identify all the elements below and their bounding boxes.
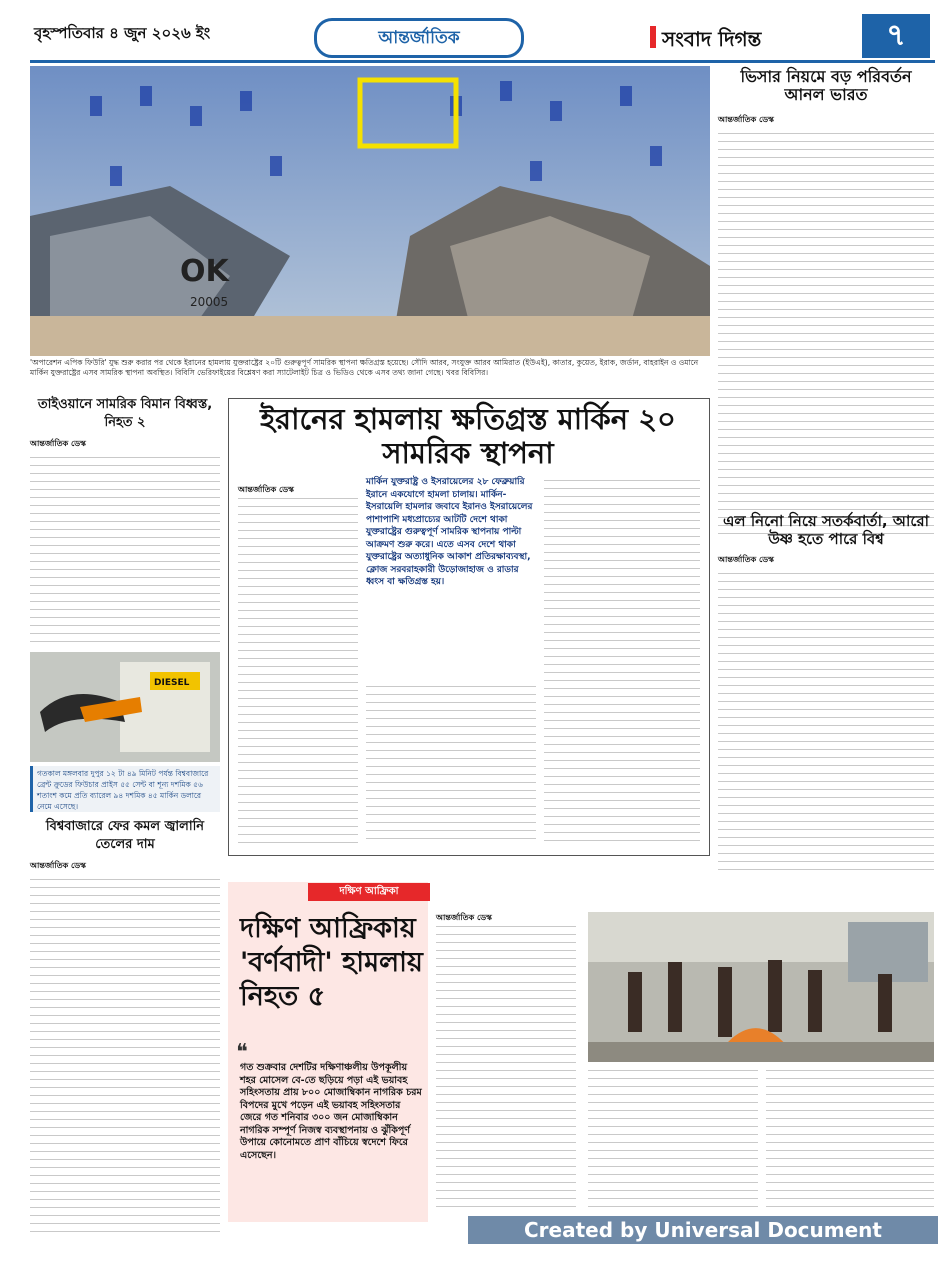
visa-body [718,131,934,537]
issue-date: বৃহস্পতিবার ৪ জুন ২০২৬ ইং [34,24,211,42]
main-photo [30,66,710,356]
lead-desk: আন্তর্জাতিক ডেস্ক [238,485,294,494]
elnino-body [718,571,934,871]
elnino-article [718,512,934,871]
taiwan-headline: তাইওয়ানে সামরিক বিমান বিধ্বস্ত, নিহত ২ [37,397,213,430]
visa-article [718,68,934,537]
diesel-label: DIESEL [154,678,190,688]
south-africa-body-col3 [766,1068,934,1214]
lead-body-col3 [544,478,700,846]
plane-marking-ok: OK [180,254,229,289]
south-africa-body-col1 [436,924,576,1214]
taiwan-article [30,396,220,643]
south-africa-headline: দক্ষিণ আফ্রিকায় 'বর্ণবাদী' হামলায় নিহত ৫ [240,913,423,1012]
plane-marking-number: 20005 [190,295,229,309]
oil-caption: গতকাল মঙ্গলবার দুপুর ১২ টা ৪৯ মিনিট পর্যন্ত বিশ্ববাজারে ব্রেন্ট ক্রুডের ফিউচার প্রাইস ৫৫ সেন্ট বা শূন্য দশমিক ৫৬ শতাংশ কমে প্রতি ব্যারেল ৯৪ দশমিক ৪৫ মার্কিন ডলারে নেমে এসেছে। [30,766,220,812]
south-africa-body-col2 [588,1068,758,1214]
newspaper-logo [650,20,848,54]
fuel-pump-photo [30,652,220,762]
visa-headline: ভিসার নিয়মে বড় পরিবর্তন আনল ভারত [740,67,912,104]
lead-pullquote: মার্কিন যুক্তরাষ্ট্র ও ইসরায়েলের ২৮ ফেব্রুয়ারি ইরানে একযোগে হামলা চালায়। মার্কিন-ইসরায়েলি হামলার জবাবে ইরানও ইসরায়েলের পাশাপাশি মধ্যপ্রাচ্যের আটটি দেশে থাকা যুক্তরাষ্ট্রের গুরুত্বপূর্ণ সামরিক স্থাপনায় পাল্টা আক্রমণ শুরু করে। এতে এসব দেশে থাকা যুক্তরাষ্ট্রের অত্যাধুনিক আকাশ প্রতিরক্ষাব্যবস্থা, ক্লোজ সরবরাহকারী উড়োজাহাজ ও রাডার ধ্বংস বা ক্ষতিগ্রস্ত হয়। [366,477,533,587]
section-title: আন্তর্জাতিক [314,18,524,58]
oil-body [30,877,220,1233]
oil-article [30,818,220,1233]
logo-text: সংবাদ দিগন্ত [662,27,762,51]
elnino-desk: আন্তর্জাতিক ডেস্ক [718,555,774,564]
visa-desk: আন্তর্জাতিক ডেস্ক [718,115,774,124]
south-africa-quote: গত শুক্রবার দেশটির দক্ষিণাঞ্চলীয় উপকূলীয় শহর মোসেল বে-তে ছড়িয়ে পড়া এই ভয়াবহ সহিংসতায় প্রায় ৮০০ মোজাম্বিকান নাগরিক চরম বিপদের মুখে পড়েন এই ভয়াবহ সহিংসতার জেরে গত শনিবার ৩০০ জন মোজাম্বিকান নাগরিক সম্পূর্ণ নিজস্ব ব্যবস্থাপনায় ও ঝুঁকিপূর্ণ উপায়ে কোনোমতে প্রাণ বাঁচিয়ে স্বদেশে ফিরে এসেছেন। [240,1062,422,1161]
quote-icon: ❝ [236,1040,248,1065]
south-africa-tag: দক্ষিণ আফ্রিকা [308,883,430,901]
south-africa-desk: আন্তর্জাতিক ডেস্ক [436,913,492,922]
taiwan-body [30,455,220,643]
elnino-headline: এল নিনো নিয়ে সতর্কবার্তা, আরো উষ্ণ হতে পারে বিশ্ব [723,512,929,548]
oil-desk: আন্তর্জাতিক ডেস্ক [30,861,86,870]
lead-body-col1 [238,496,358,846]
converter-watermark: Created by Universal Document Converter [468,1216,938,1244]
south-africa-photo [588,912,934,1062]
lead-body-col2 [366,684,536,846]
page-number: ৭ [862,14,930,58]
lead-headline: ইরানের হামলায় ক্ষতিগ্রস্ত মার্কিন ২০ সামরিক স্থাপনা [260,402,676,470]
photo-caption: 'অপারেশন এপিক ফিউরি' যুদ্ধ শুরু করার পর থেকে ইরানের হামলায় যুক্তরাষ্ট্রের ২০টি গুরুত্বপূর্ণ সামরিক স্থাপনা ক্ষতিগ্রস্ত হয়েছে। সৌদি আরব, সংযুক্ত আরব আমিরাত (ইউএই), কাতার, কুয়েত, ইরাক, জর্ডান, বাহরাইন ও ওমানে মার্কিন যুক্তরাষ্ট্রের এসব সামরিক স্থাপনা অবস্থিত। বিবিসি ভেরিফাইয়ের বিশ্লেষণ করা স্যাটেলাইট চিত্র ও ভিডিও থেকে এসব তথ্য জানা গেছে। খবর বিবিসির। [30,358,699,377]
taiwan-desk: আন্তর্জাতিক ডেস্ক [30,439,86,448]
oil-headline: বিশ্ববাজারে ফের কমল জ্বালানি তেলের দাম [45,819,205,852]
